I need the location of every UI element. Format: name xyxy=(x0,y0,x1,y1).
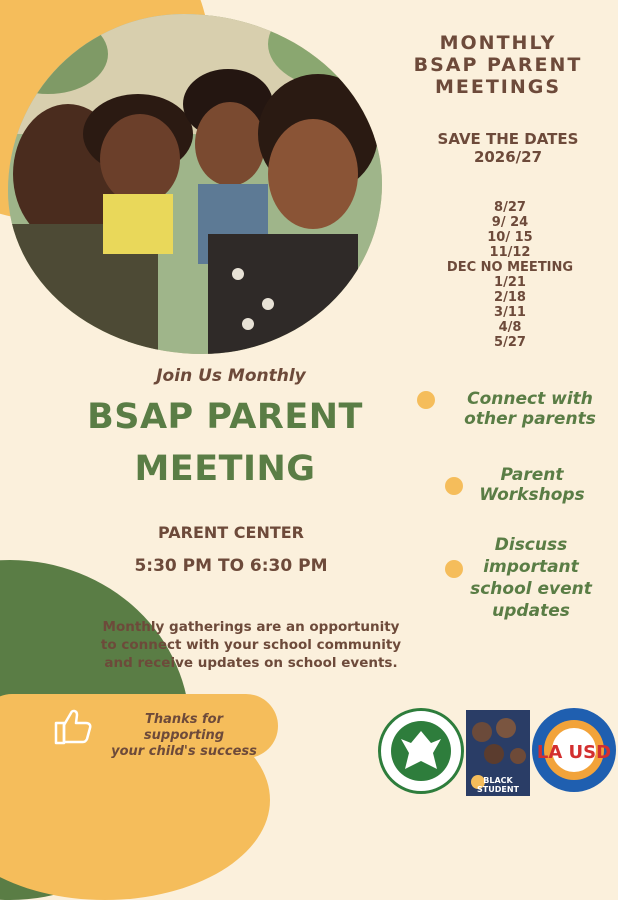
benefit-connect xyxy=(460,389,600,429)
benefit-text: school event xyxy=(470,579,592,599)
meeting-time: 5:30 PM TO 6:30 PM xyxy=(134,556,328,576)
description xyxy=(92,618,410,672)
heading-line-1: BSAP PARENT xyxy=(87,397,363,437)
title-line: BSAP PARENT xyxy=(413,54,583,76)
bullet-dot xyxy=(445,477,463,495)
thanks-text xyxy=(104,712,264,760)
lausd-logo xyxy=(532,708,616,792)
location: PARENT CENTER xyxy=(158,523,304,542)
description-line: Monthly gatherings are an opportunity xyxy=(102,619,400,635)
heading-line-2: MEETING xyxy=(134,449,316,489)
bullet-dot xyxy=(417,391,435,409)
title-line: MONTHLY xyxy=(439,32,557,54)
date-item: 10/ 15 xyxy=(487,230,533,245)
benefit-text: Workshops xyxy=(479,485,585,505)
save-the-dates-label: SAVE THE DATES xyxy=(437,130,579,148)
family-photo xyxy=(8,14,382,354)
benefit-text: Connect with xyxy=(467,389,593,409)
benefit-text: important xyxy=(483,557,579,577)
date-item: 11/12 xyxy=(489,245,531,260)
thanks-line: Thanks for supporting xyxy=(143,712,225,743)
page-title xyxy=(400,32,596,98)
join-us-text: Join Us Monthly xyxy=(156,366,306,386)
date-item: 4/8 xyxy=(498,320,522,335)
date-item: DEC NO MEETING xyxy=(446,260,574,275)
benefit-text: Parent xyxy=(500,465,564,485)
description-line: to connect with your school community xyxy=(100,637,402,653)
benefit-text: Discuss xyxy=(494,535,568,555)
date-item: 8/27 xyxy=(494,200,526,215)
date-item: 9/ 24 xyxy=(491,215,529,230)
bullet-dot xyxy=(445,560,463,578)
benefit-text: updates xyxy=(492,601,570,621)
benefit-discuss xyxy=(466,534,596,622)
school-year: 2026/27 xyxy=(473,148,543,166)
bsap-logo xyxy=(466,710,530,796)
benefit-workshops xyxy=(470,465,594,505)
eagle-icon xyxy=(391,721,451,781)
benefit-text: other parents xyxy=(464,409,596,429)
school-logo xyxy=(378,708,464,794)
title-line: MEETINGS xyxy=(434,76,562,98)
description-line: and receive updates on school events. xyxy=(104,655,398,671)
thumbs-up-icon xyxy=(50,703,94,747)
date-list xyxy=(430,200,590,350)
save-the-dates xyxy=(410,130,606,166)
date-item: 5/27 xyxy=(494,335,526,350)
date-item: 3/11 xyxy=(494,305,526,320)
lausd-mark: LA USD xyxy=(536,742,612,763)
date-item: 2/18 xyxy=(494,290,526,305)
date-item: 1/21 xyxy=(494,275,526,290)
thanks-line: your child's success xyxy=(111,744,257,759)
bsap-logo-label: BLACK STUDENT xyxy=(477,776,519,794)
